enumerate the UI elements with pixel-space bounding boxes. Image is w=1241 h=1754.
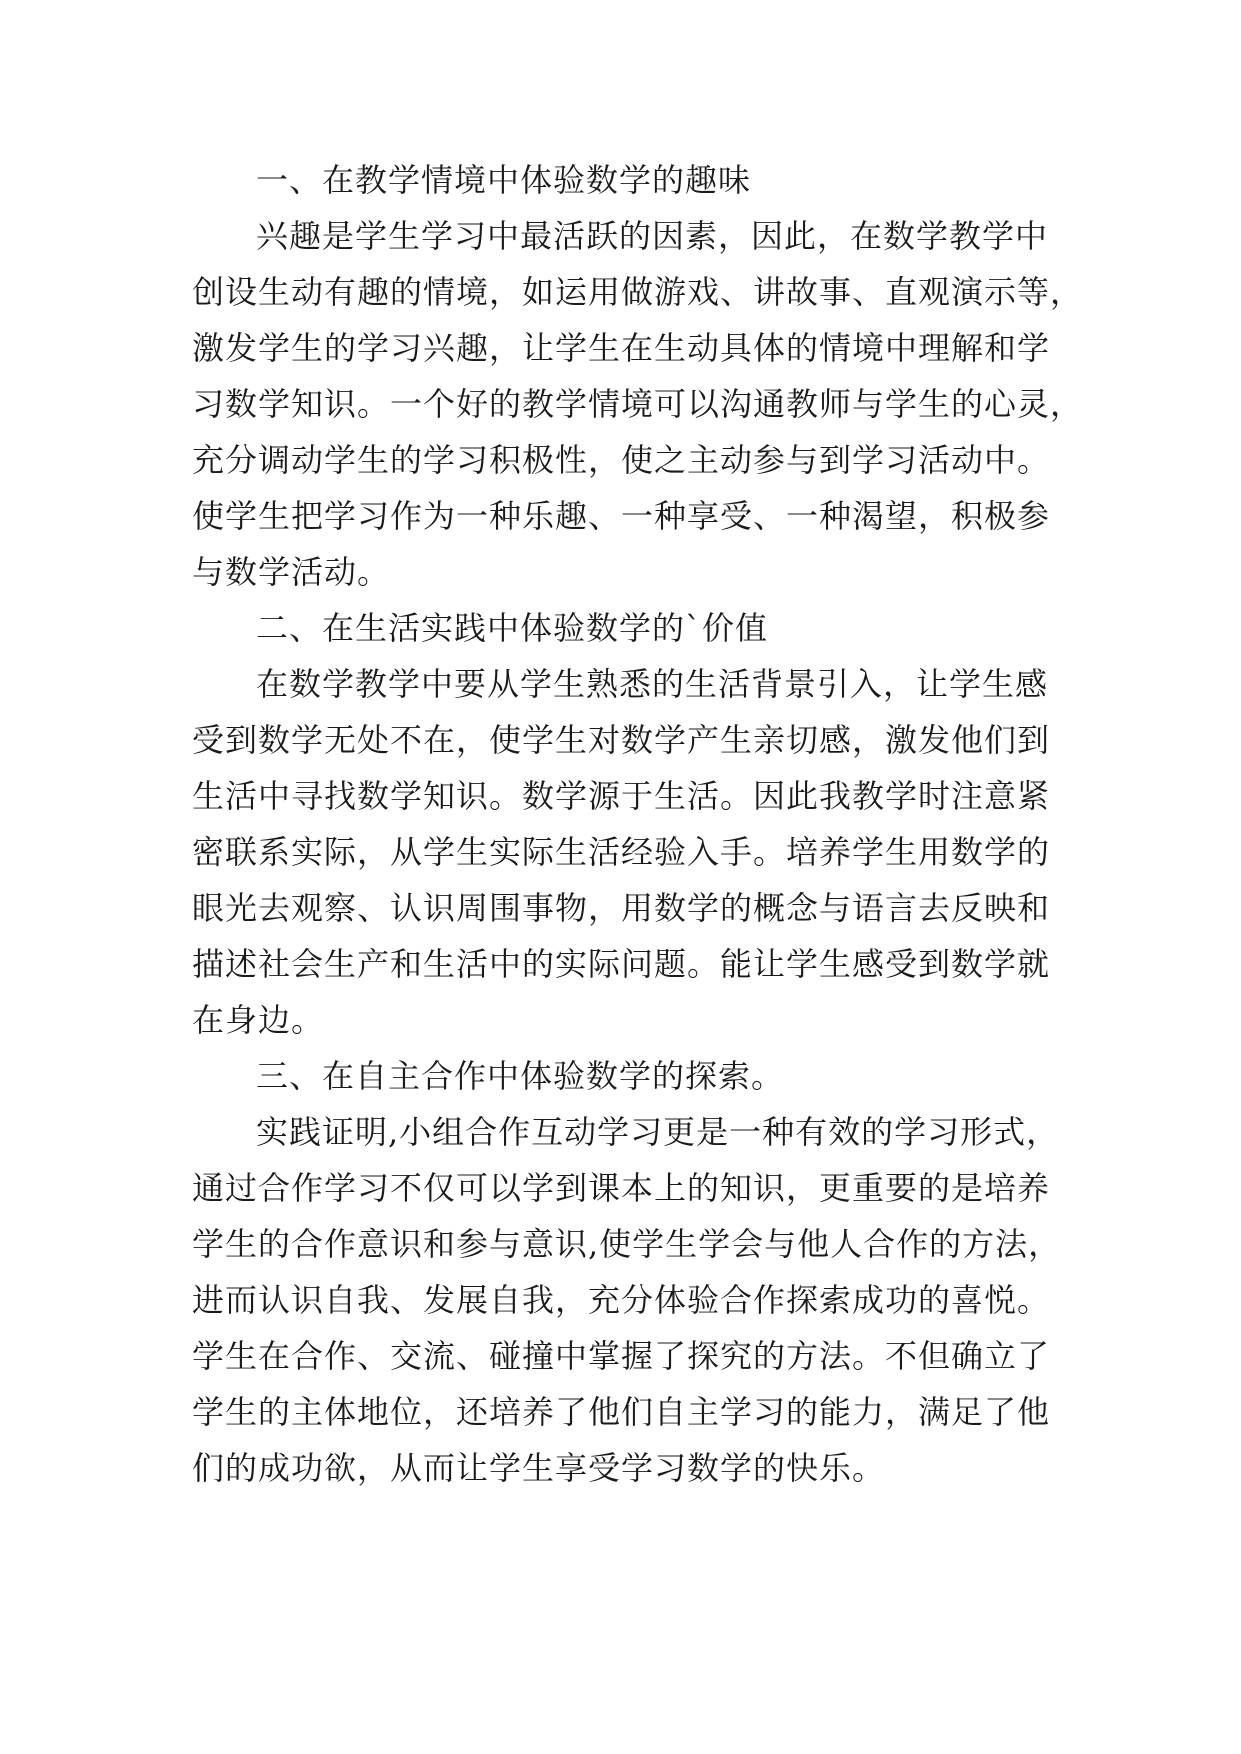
paragraph-line: 描述社会生产和生活中的实际问题。能让学生感受到数学就 (192, 945, 1051, 983)
section-heading-3: 三、在自主合作中体验数学的探索。 (256, 1057, 785, 1095)
paragraph-line: 激发学生的学习兴趣，让学生在生动具体的情境中理解和学 (192, 329, 1051, 367)
paragraph-line: 通过合作学习不仅可以学到课本上的知识，更重要的是培养 (192, 1169, 1051, 1207)
section-heading-1: 一、在教学情境中体验数学的趣味 (256, 161, 752, 199)
paragraph-line: 进而认识自我、发展自我，充分体验合作探索成功的喜悦。 (192, 1281, 1051, 1319)
paragraph-line: 学生的合作意识和参与意识,使学生学会与他人合作的方法， (192, 1225, 1062, 1263)
paragraph-line: 受到数学无处不在，使学生对数学产生亲切感，激发他们到 (192, 721, 1051, 759)
paragraph-line: 生活中寻找数学知识。数学源于生活。因此我教学时注意紧 (192, 777, 1051, 815)
paragraph-line: 在数学教学中要从学生熟悉的生活背景引入，让学生感 (256, 665, 1049, 703)
section-heading-2: 二、在生活实践中体验数学的`价值 (256, 609, 769, 647)
body-text (192, 152, 1084, 1496)
paragraph-line: 使学生把学习作为一种乐趣、一种享受、一种渴望，积极参 (192, 497, 1051, 535)
paragraph-line: 眼光去观察、认识周围事物，用数学的概念与语言去反映和 (192, 889, 1051, 927)
paragraph-line: 实践证明,小组合作互动学习更是一种有效的学习形式， (256, 1113, 1060, 1151)
paragraph-line: 们的成功欲，从而让学生享受学习数学的快乐。 (192, 1449, 886, 1487)
paragraph-line: 在身边。 (192, 1001, 325, 1039)
paragraph-line: 充分调动学生的学习积极性，使之主动参与到学习活动中。 (192, 441, 1051, 479)
paragraph-line: 创设生动有趣的情境，如运用做游戏、讲故事、直观演示等， (192, 273, 1084, 311)
paragraph-line: 学生的主体地位，还培养了他们自主学习的能力，满足了他 (192, 1393, 1051, 1431)
paragraph-line: 习数学知识。一个好的教学情境可以沟通教师与学生的心灵， (192, 385, 1084, 423)
paragraph-line: 与数学活动。 (192, 553, 391, 591)
paragraph-line: 兴趣是学生学习中最活跃的因素，因此，在数学教学中 (256, 217, 1049, 255)
paragraph-line: 学生在合作、交流、碰撞中掌握了探究的方法。不但确立了 (192, 1337, 1051, 1375)
paragraph-line: 密联系实际，从学生实际生活经验入手。培养学生用数学的 (192, 833, 1051, 871)
